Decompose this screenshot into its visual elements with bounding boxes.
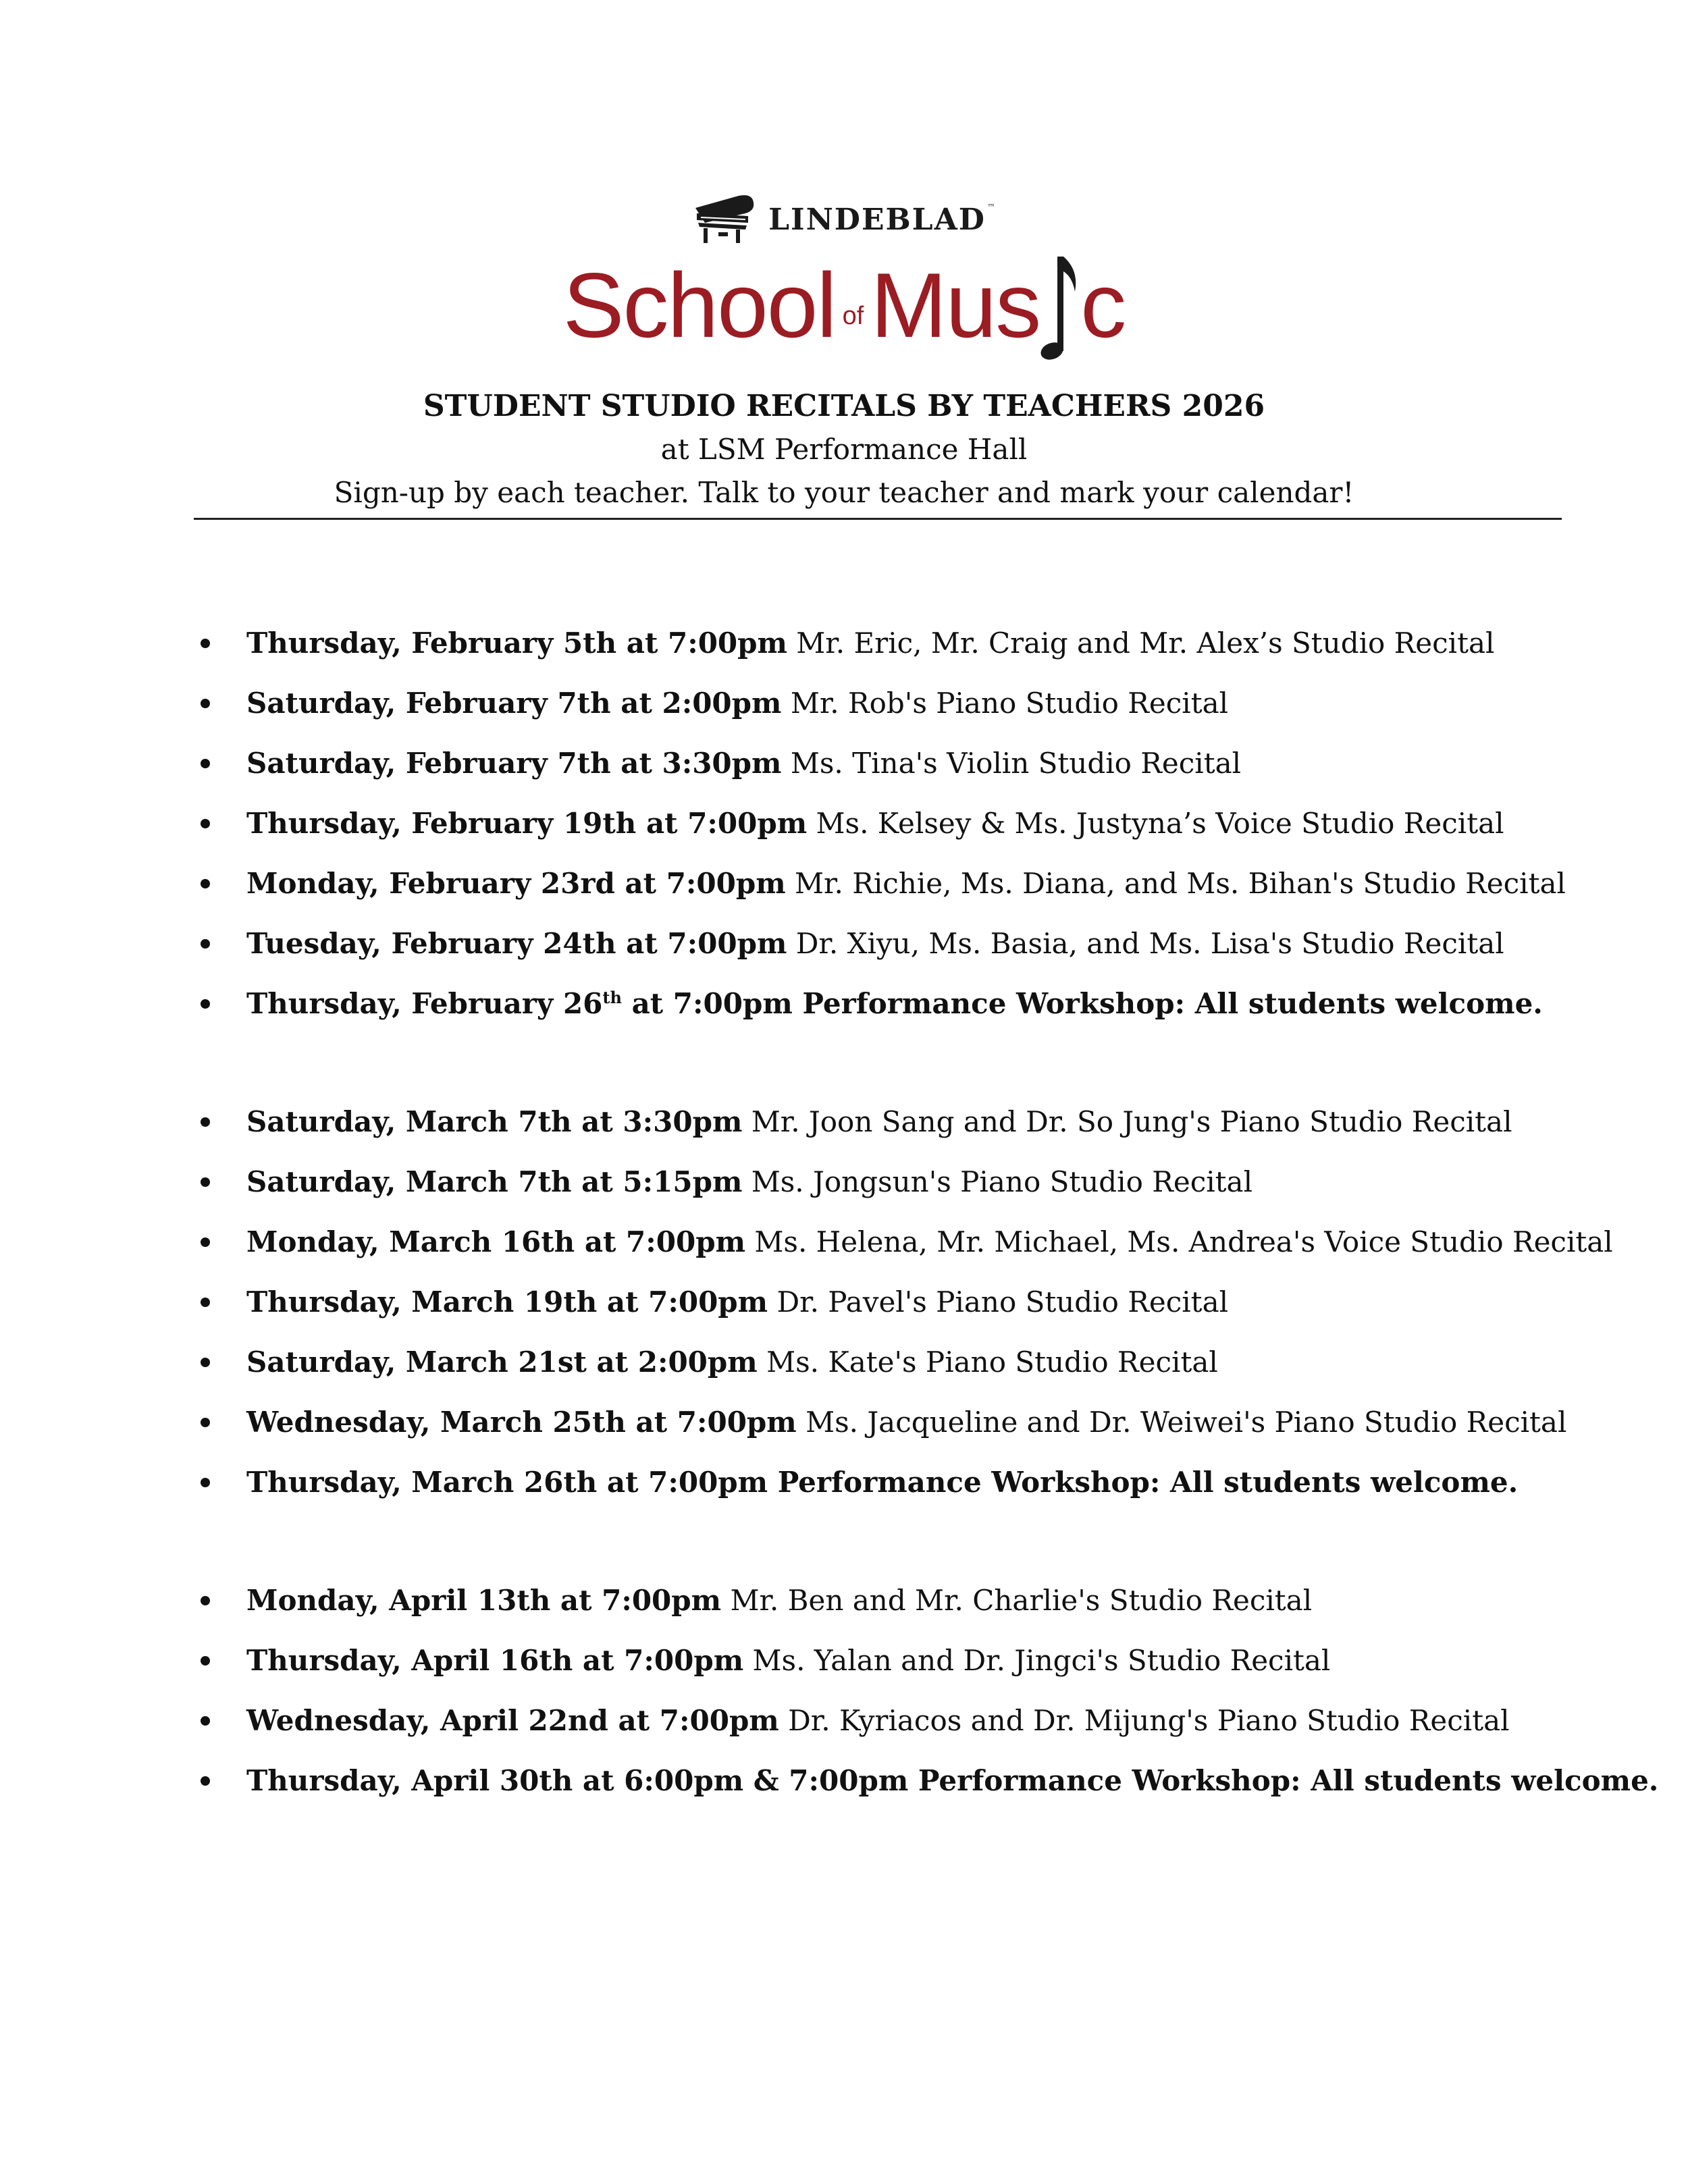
page-title: STUDENT STUDIO RECITALS BY TEACHERS 2026 bbox=[423, 389, 1265, 423]
brand-name: LINDEBLAD ™ bbox=[768, 202, 997, 237]
bullet-icon bbox=[199, 1152, 212, 1212]
list-item: Thursday, February 19th at 7:00pm Ms. Kelsey & Ms. Justyna’s Voice Studio Recital bbox=[0, 793, 1688, 853]
list-item: Wednesday, March 25th at 7:00pm Ms. Jacqueline and Dr. Weiwei's Piano Studio Recital bbox=[0, 1392, 1688, 1452]
bullet-icon bbox=[199, 793, 212, 853]
bullet-icon bbox=[199, 1751, 212, 1811]
bullet-icon bbox=[199, 913, 212, 974]
bullet-icon bbox=[199, 1212, 212, 1272]
bullet-icon bbox=[199, 853, 212, 913]
list-item: Monday, March 16th at 7:00pm Ms. Helena, Mr. Michael, Ms. Andrea's Voice Studio Recital bbox=[0, 1212, 1688, 1272]
workshop-item: Thursday, March 26th at 7:00pm Performance Workshop: All students welcome. bbox=[0, 1452, 1688, 1512]
schedule-group-april bbox=[0, 1570, 1688, 1811]
bullet-icon bbox=[199, 1690, 212, 1751]
wordmark-of: of bbox=[842, 302, 864, 330]
bullet-icon bbox=[199, 613, 212, 673]
schedule-group-february bbox=[0, 613, 1688, 1034]
bullet-icon bbox=[199, 1452, 212, 1512]
document-header bbox=[0, 385, 1688, 514]
list-item: Tuesday, February 24th at 7:00pm Dr. Xiyu, Ms. Basia, and Ms. Lisa's Studio Recital bbox=[0, 913, 1688, 974]
list-item: Wednesday, April 22nd at 7:00pm Dr. Kyriacos and Dr. Mijung's Piano Studio Recital bbox=[0, 1690, 1688, 1751]
bullet-icon bbox=[199, 1392, 212, 1452]
schedule-group-march bbox=[0, 1092, 1688, 1512]
list-item: Saturday, March 21st at 2:00pm Ms. Kate's Piano Studio Recital bbox=[0, 1332, 1688, 1392]
school-of-music-wordmark bbox=[0, 250, 1688, 356]
signup-note: Sign-up by each teacher. Talk to your teacher and mark your calendar! bbox=[334, 476, 1354, 509]
bullet-icon bbox=[199, 733, 212, 793]
bullet-icon bbox=[199, 1272, 212, 1332]
brand-row bbox=[0, 189, 1688, 250]
list-item: Monday, February 23rd at 7:00pm Mr. Richie, Ms. Diana, and Ms. Bihan's Studio Recital bbox=[0, 853, 1688, 913]
school-logo bbox=[0, 189, 1688, 356]
workshop-item: Thursday, April 30th at 6:00pm & 7:00pm Performance Workshop: All students welcome. bbox=[0, 1751, 1688, 1811]
list-item: Thursday, April 16th at 7:00pm Ms. Yalan and Dr. Jingci's Studio Recital bbox=[0, 1630, 1688, 1690]
bullet-icon bbox=[199, 673, 212, 733]
list-item: Saturday, March 7th at 3:30pm Mr. Joon Sang and Dr. So Jung's Piano Studio Recital bbox=[0, 1092, 1688, 1152]
wordmark-school: School bbox=[562, 254, 836, 356]
list-item: Saturday, February 7th at 3:30pm Ms. Tina's Violin Studio Recital bbox=[0, 733, 1688, 793]
list-item: Thursday, February 5th at 7:00pm Mr. Eric, Mr. Craig and Mr. Alex’s Studio Recital bbox=[0, 613, 1688, 673]
workshop-item: Thursday, February 26th at 7:00pm Performance Workshop: All students welcome. bbox=[0, 974, 1688, 1034]
list-item: Monday, April 13th at 7:00pm Mr. Ben and Mr. Charlie's Studio Recital bbox=[0, 1570, 1688, 1630]
grand-piano-icon bbox=[691, 193, 756, 246]
bullet-icon bbox=[199, 974, 212, 1034]
wordmark-music: Mus c bbox=[870, 250, 1125, 351]
bullet-icon bbox=[199, 1092, 212, 1152]
header-divider bbox=[194, 518, 1562, 520]
bullet-icon bbox=[199, 1570, 212, 1630]
eighth-note-icon bbox=[1040, 250, 1080, 351]
trademark-mark: ™ bbox=[986, 202, 997, 212]
venue-subtitle: at LSM Performance Hall bbox=[660, 433, 1028, 466]
bullet-icon bbox=[199, 1332, 212, 1392]
list-item: Thursday, March 19th at 7:00pm Dr. Pavel's Piano Studio Recital bbox=[0, 1272, 1688, 1332]
list-item: Saturday, February 7th at 2:00pm Mr. Rob's Piano Studio Recital bbox=[0, 673, 1688, 733]
recital-schedule bbox=[0, 613, 1688, 1811]
bullet-icon bbox=[199, 1630, 212, 1690]
list-item: Saturday, March 7th at 5:15pm Ms. Jongsun's Piano Studio Recital bbox=[0, 1152, 1688, 1212]
